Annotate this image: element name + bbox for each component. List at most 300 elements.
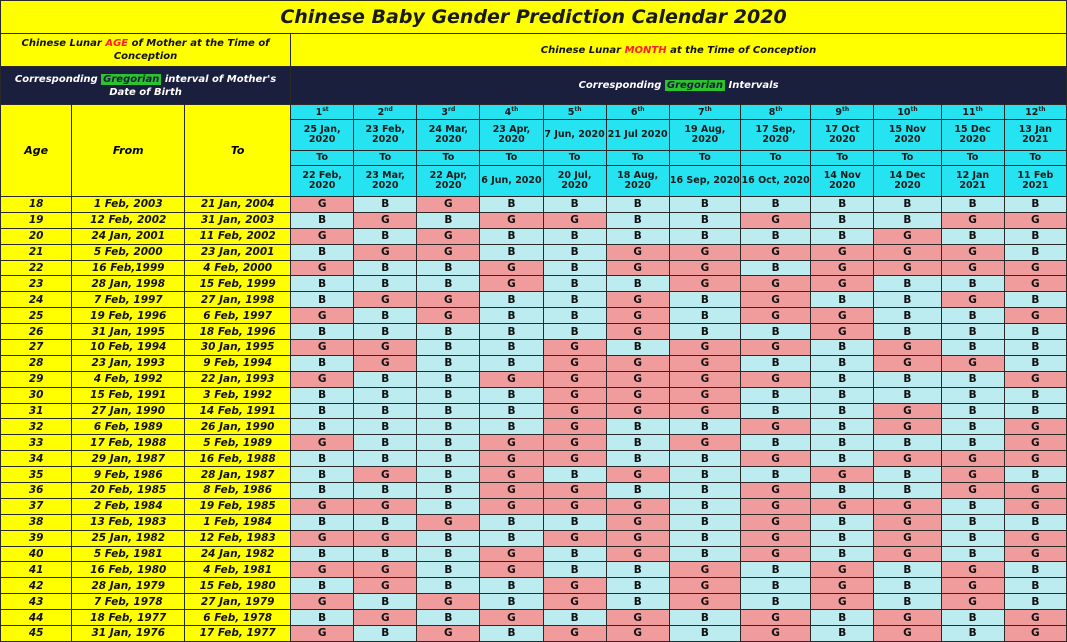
month-number-suffix: th	[910, 106, 918, 114]
gender-cell: B	[811, 483, 874, 499]
gender-cell: B	[874, 594, 941, 610]
gender-cell: G	[606, 260, 669, 276]
gender-cell: G	[811, 594, 874, 610]
table-row	[1, 308, 1067, 324]
gender-cell: B	[354, 276, 417, 292]
row-from: 10 Feb, 1994	[72, 340, 185, 356]
gender-cell: G	[874, 403, 941, 419]
gender-cell: G	[874, 626, 941, 642]
gender-cell: B	[811, 435, 874, 451]
month-number-suffix: th	[1038, 106, 1046, 114]
gender-cell: B	[291, 451, 354, 467]
table-row	[1, 435, 1067, 451]
month-number-suffix: th	[775, 106, 783, 114]
gender-cell: B	[354, 308, 417, 324]
gender-cell: G	[417, 308, 480, 324]
gender-cell: B	[417, 419, 480, 435]
table-row	[1, 514, 1067, 530]
gender-cell: B	[354, 483, 417, 499]
gender-cell: G	[417, 228, 480, 244]
gender-cell: G	[941, 562, 1004, 578]
gender-cell: G	[741, 483, 811, 499]
month-end-date-8: 16 Oct, 2020	[741, 166, 811, 197]
gender-cell: G	[543, 483, 606, 499]
gender-cell: G	[669, 435, 740, 451]
table-row	[1, 594, 1067, 610]
gender-cell: G	[941, 467, 1004, 483]
gender-cell: G	[874, 260, 941, 276]
gender-cell: G	[354, 610, 417, 626]
row-age: 24	[1, 292, 72, 308]
row-to: 4 Feb, 2000	[185, 260, 291, 276]
gender-cell: G	[874, 419, 941, 435]
gender-cell: B	[741, 594, 811, 610]
gender-cell: B	[1004, 514, 1066, 530]
gender-cell: G	[543, 498, 606, 514]
gender-cell: B	[741, 562, 811, 578]
table-row	[1, 276, 1067, 292]
gender-cell: G	[606, 308, 669, 324]
gender-cell: G	[480, 435, 543, 451]
gender-cell: G	[291, 498, 354, 514]
gender-cell: B	[874, 197, 941, 213]
gender-cell: G	[354, 562, 417, 578]
month-start-date-4: 23 Apr, 2020	[480, 120, 543, 151]
month-number-11	[941, 105, 1004, 120]
gender-cell: G	[480, 260, 543, 276]
row-from: 28 Jan, 1998	[72, 276, 185, 292]
gender-cell: G	[543, 371, 606, 387]
gender-cell: B	[741, 435, 811, 451]
gender-cell: B	[874, 435, 941, 451]
gender-cell: B	[874, 467, 941, 483]
gender-cell: B	[811, 419, 874, 435]
gender-cell: G	[811, 467, 874, 483]
gender-cell: B	[354, 403, 417, 419]
gender-cell: G	[480, 562, 543, 578]
gender-cell: G	[354, 530, 417, 546]
row-to: 6 Feb, 1978	[185, 610, 291, 626]
month-end-date-12: 11 Feb 2021	[1004, 166, 1066, 197]
row-to: 28 Jan, 1987	[185, 467, 291, 483]
gender-cell: B	[669, 419, 740, 435]
gender-cell: G	[417, 626, 480, 642]
table-row	[1, 626, 1067, 642]
row-to: 24 Jan, 1982	[185, 546, 291, 562]
gender-cell: B	[354, 435, 417, 451]
gender-cell: B	[669, 483, 740, 499]
table-row	[1, 340, 1067, 356]
gender-cell: B	[354, 260, 417, 276]
table-row	[1, 467, 1067, 483]
gender-cell: G	[669, 578, 740, 594]
gender-cell: B	[417, 498, 480, 514]
row-age: 25	[1, 308, 72, 324]
row-to: 26 Jan, 1990	[185, 419, 291, 435]
gender-cell: B	[543, 514, 606, 530]
gender-cell: B	[480, 578, 543, 594]
gender-cell: B	[874, 387, 941, 403]
gender-cell: G	[669, 355, 740, 371]
gender-cell: B	[354, 371, 417, 387]
row-from: 20 Feb, 1985	[72, 483, 185, 499]
gender-cell: B	[354, 626, 417, 642]
gender-cell: G	[741, 546, 811, 562]
gender-cell: G	[354, 292, 417, 308]
gender-cell: G	[874, 228, 941, 244]
row-from: 7 Feb, 1978	[72, 594, 185, 610]
row-to: 9 Feb, 1994	[185, 355, 291, 371]
gender-cell: G	[941, 483, 1004, 499]
gender-cell: B	[811, 292, 874, 308]
row-age: 28	[1, 355, 72, 371]
row-from: 4 Feb, 1992	[72, 371, 185, 387]
month-number-text: 9	[835, 107, 843, 119]
month-number-suffix: th	[842, 106, 850, 114]
row-from: 9 Feb, 1986	[72, 467, 185, 483]
row-age: 45	[1, 626, 72, 642]
month-number-text: 1	[315, 107, 323, 119]
gender-cell: B	[941, 340, 1004, 356]
gender-cell: B	[543, 292, 606, 308]
gender-cell: B	[417, 578, 480, 594]
month-number-1	[291, 105, 354, 120]
gender-cell: B	[417, 340, 480, 356]
gender-cell: B	[417, 324, 480, 340]
gender-cell: G	[1004, 483, 1066, 499]
row-age: 37	[1, 498, 72, 514]
gender-cell: B	[811, 228, 874, 244]
gender-cell: B	[291, 546, 354, 562]
gender-cell: B	[606, 276, 669, 292]
gender-cell: G	[1004, 419, 1066, 435]
row-age: 29	[1, 371, 72, 387]
gender-cell: B	[811, 212, 874, 228]
month-to-label-10: To	[874, 151, 941, 166]
gender-cell: G	[606, 355, 669, 371]
row-from: 7 Feb, 1997	[72, 292, 185, 308]
row-from: 1 Feb, 2003	[72, 197, 185, 213]
table-row	[1, 387, 1067, 403]
gender-cell: B	[606, 578, 669, 594]
row-to: 16 Feb, 1988	[185, 451, 291, 467]
gender-cell: B	[606, 435, 669, 451]
month-end-date-5: 20 Jul, 2020	[543, 166, 606, 197]
gender-cell: G	[543, 594, 606, 610]
row-from: 6 Feb, 1989	[72, 419, 185, 435]
row-to: 4 Feb, 1981	[185, 562, 291, 578]
gender-cell: B	[606, 228, 669, 244]
gender-cell: B	[543, 324, 606, 340]
gender-cell: B	[480, 387, 543, 403]
gender-cell: B	[291, 578, 354, 594]
gender-cell: G	[1004, 451, 1066, 467]
gender-cell: G	[417, 197, 480, 213]
gender-cell: B	[291, 610, 354, 626]
birth-interval-header-key: Gregorian	[103, 73, 160, 85]
gender-cell: G	[291, 562, 354, 578]
gender-cell: G	[291, 260, 354, 276]
gender-cell: B	[480, 308, 543, 324]
gender-cell: B	[669, 451, 740, 467]
gender-cell: G	[480, 610, 543, 626]
gender-cell: B	[291, 419, 354, 435]
month-number-suffix: th	[574, 106, 582, 114]
month-start-date-5: 7 Jun, 2020	[543, 120, 606, 151]
gender-cell: B	[417, 451, 480, 467]
gender-cell: B	[543, 197, 606, 213]
gender-cell: B	[543, 562, 606, 578]
gender-cell: G	[291, 228, 354, 244]
gender-cell: B	[1004, 340, 1066, 356]
gender-cell: B	[669, 467, 740, 483]
gender-cell: B	[741, 228, 811, 244]
gender-cell: B	[480, 355, 543, 371]
col-header-age: Age	[1, 105, 72, 197]
gender-cell: B	[417, 467, 480, 483]
row-to: 8 Feb, 1986	[185, 483, 291, 499]
month-number-8	[741, 105, 811, 120]
month-end-date-4: 6 Jun, 2020	[480, 166, 543, 197]
row-from: 5 Feb, 2000	[72, 244, 185, 260]
gender-cell: G	[1004, 260, 1066, 276]
gregorian-intervals-header-key: Gregorian	[666, 80, 724, 91]
gender-cell: B	[354, 419, 417, 435]
row-from: 2 Feb, 1984	[72, 498, 185, 514]
gender-cell: G	[669, 562, 740, 578]
gender-cell: B	[669, 197, 740, 213]
gender-cell: B	[941, 371, 1004, 387]
gender-cell: B	[543, 276, 606, 292]
month-to-label-4: To	[480, 151, 543, 166]
month-number-2	[354, 105, 417, 120]
month-number-text: 10	[897, 107, 911, 119]
gender-cell: B	[741, 578, 811, 594]
gender-cell: B	[1004, 403, 1066, 419]
gender-cell: G	[606, 403, 669, 419]
gender-cell: B	[941, 308, 1004, 324]
month-to-label-6: To	[606, 151, 669, 166]
gender-cell: B	[606, 212, 669, 228]
gender-cell: B	[941, 435, 1004, 451]
gender-cell: G	[480, 451, 543, 467]
gregorian-intervals-header-prefix: Corresponding	[578, 80, 665, 91]
row-to: 3 Feb, 1992	[185, 387, 291, 403]
gender-cell: B	[941, 403, 1004, 419]
page-title: Chinese Baby Gender Prediction Calendar 2020	[1, 1, 1067, 34]
gender-cell: G	[941, 451, 1004, 467]
row-age: 40	[1, 546, 72, 562]
gender-cell: B	[480, 324, 543, 340]
month-number-suffix: th	[637, 106, 645, 114]
gender-cell: G	[291, 197, 354, 213]
month-number-text: 5	[567, 107, 575, 119]
row-age: 39	[1, 530, 72, 546]
row-to: 5 Feb, 1989	[185, 435, 291, 451]
table-row	[1, 498, 1067, 514]
month-start-date-7: 19 Aug, 2020	[669, 120, 740, 151]
row-to: 22 Jan, 1993	[185, 371, 291, 387]
gender-cell: B	[741, 403, 811, 419]
gender-cell: G	[417, 244, 480, 260]
gender-cell: B	[941, 530, 1004, 546]
gender-cell: B	[1004, 578, 1066, 594]
table-row	[1, 228, 1067, 244]
gender-cell: G	[741, 498, 811, 514]
mother-age-header	[1, 34, 291, 67]
gender-cell: G	[741, 371, 811, 387]
gender-cell: B	[354, 197, 417, 213]
gender-cell: G	[606, 498, 669, 514]
gender-cell: B	[291, 212, 354, 228]
birth-interval-header-prefix: Corresponding	[14, 73, 102, 85]
gender-cell: B	[480, 197, 543, 213]
gender-cell: B	[606, 419, 669, 435]
gender-cell: B	[417, 546, 480, 562]
gender-cell: G	[543, 626, 606, 642]
gender-cell: G	[543, 355, 606, 371]
gender-cell: B	[417, 355, 480, 371]
gender-cell: G	[874, 340, 941, 356]
gender-cell: G	[811, 308, 874, 324]
month-end-date-3: 22 Apr, 2020	[417, 166, 480, 197]
gender-cell: B	[543, 308, 606, 324]
row-from: 16 Feb, 1980	[72, 562, 185, 578]
row-age: 33	[1, 435, 72, 451]
gender-cell: G	[941, 260, 1004, 276]
gender-cell: B	[417, 276, 480, 292]
gender-cell: B	[417, 610, 480, 626]
month-number-suffix: th	[704, 106, 712, 114]
gender-cell: G	[669, 403, 740, 419]
month-start-date-1: 25 Jan, 2020	[291, 120, 354, 151]
table-row	[1, 610, 1067, 626]
row-to: 23 Jan, 2001	[185, 244, 291, 260]
month-number-text: 6	[630, 107, 638, 119]
month-to-label-1: To	[291, 151, 354, 166]
gender-cell: G	[543, 403, 606, 419]
gender-cell: G	[669, 260, 740, 276]
month-end-date-1: 22 Feb, 2020	[291, 166, 354, 197]
gender-cell: G	[1004, 610, 1066, 626]
gender-cell: B	[811, 610, 874, 626]
gender-cell: B	[669, 626, 740, 642]
gender-cell: B	[811, 546, 874, 562]
gender-cell: G	[354, 212, 417, 228]
month-number-12	[1004, 105, 1066, 120]
month-number-10	[874, 105, 941, 120]
gender-cell: G	[874, 498, 941, 514]
gender-cell: B	[606, 340, 669, 356]
gender-cell: B	[480, 530, 543, 546]
gender-cell: B	[669, 292, 740, 308]
gender-cell: G	[543, 212, 606, 228]
month-start-date-3: 24 Mar, 2020	[417, 120, 480, 151]
gender-cell: B	[874, 276, 941, 292]
gender-cell: B	[811, 403, 874, 419]
gender-cell: G	[1004, 308, 1066, 324]
lunar-month-header-prefix: Chinese Lunar	[540, 44, 625, 56]
gender-cell: B	[354, 451, 417, 467]
gender-cell: G	[543, 451, 606, 467]
month-number-suffix: st	[322, 106, 329, 114]
gender-cell: B	[941, 626, 1004, 642]
gender-cell: B	[941, 276, 1004, 292]
gender-cell: G	[874, 546, 941, 562]
gender-cell: B	[874, 578, 941, 594]
gender-cell: B	[543, 610, 606, 626]
gender-cell: G	[874, 355, 941, 371]
gender-cell: B	[941, 546, 1004, 562]
row-age: 41	[1, 562, 72, 578]
month-number-4	[480, 105, 543, 120]
gender-cell: G	[543, 578, 606, 594]
table-row	[1, 371, 1067, 387]
gender-cell: G	[354, 340, 417, 356]
gregorian-intervals-header	[291, 67, 1067, 105]
gender-cell: G	[606, 530, 669, 546]
gender-cell: B	[543, 244, 606, 260]
row-age: 38	[1, 514, 72, 530]
gender-cell: G	[669, 594, 740, 610]
row-from: 28 Jan, 1979	[72, 578, 185, 594]
month-number-6	[606, 105, 669, 120]
gender-cell: G	[291, 626, 354, 642]
gender-cell: G	[480, 276, 543, 292]
row-age: 18	[1, 197, 72, 213]
gender-cell: B	[291, 403, 354, 419]
mother-age-header-suffix: of Mother at the Time of Conception	[113, 38, 270, 62]
gender-cell: B	[480, 340, 543, 356]
row-from: 27 Jan, 1990	[72, 403, 185, 419]
gender-cell: G	[669, 387, 740, 403]
table-row	[1, 530, 1067, 546]
birth-interval-header-suffix: interval of Mother's Date of Birth	[109, 73, 277, 98]
month-to-label-11: To	[941, 151, 1004, 166]
gender-cell: B	[811, 197, 874, 213]
lunar-month-header	[291, 34, 1067, 67]
gender-cell: B	[669, 530, 740, 546]
gender-cell: B	[741, 324, 811, 340]
gender-cell: B	[811, 340, 874, 356]
table-row	[1, 546, 1067, 562]
gender-cell: G	[874, 244, 941, 260]
month-to-label-3: To	[417, 151, 480, 166]
gender-cell: B	[417, 435, 480, 451]
row-from: 5 Feb, 1981	[72, 546, 185, 562]
gender-cell: G	[874, 530, 941, 546]
gender-cell: B	[1004, 244, 1066, 260]
month-number-text: 2	[377, 107, 385, 119]
gender-cell: G	[811, 578, 874, 594]
gender-cell: G	[291, 594, 354, 610]
row-to: 27 Jan, 1998	[185, 292, 291, 308]
row-to: 6 Feb, 1997	[185, 308, 291, 324]
table-row	[1, 578, 1067, 594]
gender-cell: G	[1004, 371, 1066, 387]
gender-cell: B	[291, 483, 354, 499]
gender-cell: B	[669, 546, 740, 562]
row-to: 19 Feb, 1985	[185, 498, 291, 514]
gender-cell: B	[480, 292, 543, 308]
gender-cell: G	[941, 594, 1004, 610]
gender-cell: B	[480, 228, 543, 244]
gender-cell: B	[354, 514, 417, 530]
gender-cell: B	[741, 260, 811, 276]
gender-cell: B	[480, 514, 543, 530]
row-to: 30 Jan, 1995	[185, 340, 291, 356]
gender-cell: G	[417, 594, 480, 610]
